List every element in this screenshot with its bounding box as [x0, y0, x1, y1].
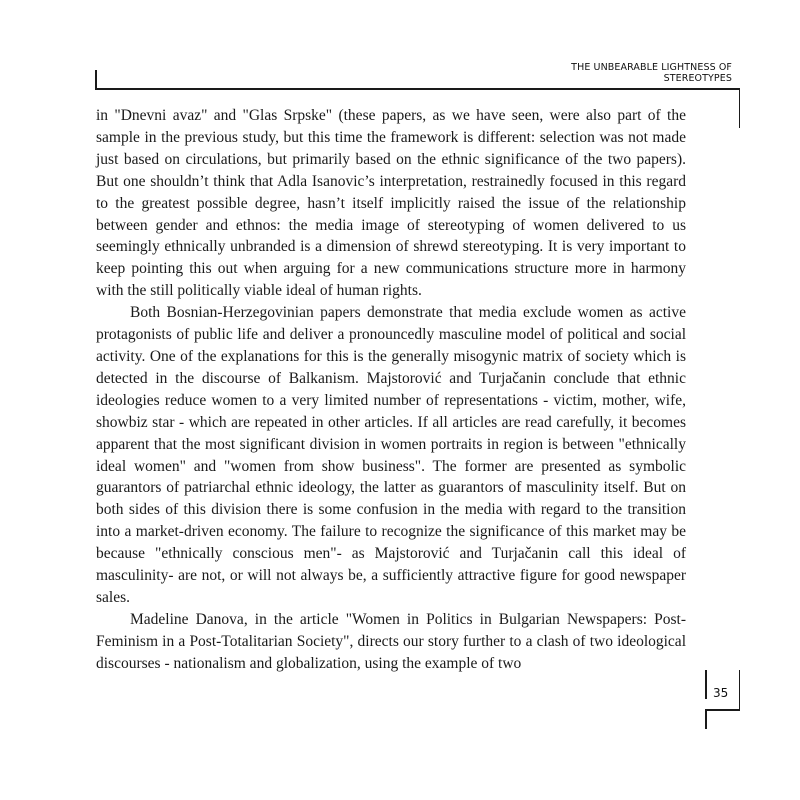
header-left-tick: [95, 70, 97, 89]
header-right-tick: [739, 88, 741, 128]
running-head-line-1: THE UNBEARABLE LIGHTNESS OF: [571, 62, 732, 73]
paragraph-3: Madeline Danova, in the article "Women in Politics in Bulgarian Newspapers: Post-Feminism in a Post-Totalitarian Society", directs our story further to a clash of two ideological discourses - nationalism and globalization, using the example of two: [96, 610, 686, 672]
page-number-left-rule: [705, 670, 707, 699]
page-number-tail: [705, 709, 707, 729]
header-rule: [95, 88, 740, 90]
page-number: 35: [713, 686, 729, 700]
paragraph-1: in "Dnevni avaz" and "Glas Srpske" (these papers, as we have seen, were also part of the sample in the previous study, but this time the framework is different: selection was not made just based on circulations, but primarily based on the ethnic significance of the two papers). But one shouldn’t think that Adla Isanovic’s interpretation, restrainedly focused in this regard to the greatest possible degree, hasn’t itself implicitly raised the issue of the relationship between gender and ethnos: the media image of stereotyping of women delivered to us seemingly ethnically unbranded is a dimension of shrewd stereotyping. It is very important to keep pointing this out when arguing for a new communications structure more in harmony with the still politically viable ideal of human rights.: [96, 107, 686, 300]
running-head-line-2: STEREOTYPES: [663, 73, 732, 84]
page-number-bottom-rule: [705, 709, 740, 711]
running-head: [432, 62, 732, 84]
body-text: [96, 105, 686, 675]
page-number-right-rule: [739, 670, 741, 710]
paragraph-2: Both Bosnian-Herzegovinian papers demonstrate that media exclude women as active protagonists of public life and deliver a pronouncedly masculine model of political and social activity. One of the explanations for this is the generally misogynic matrix of society which is detected in the discourse of Balkanism. Majstorović and Turjačanin conclude that ethnic ideologies reduce women to a very limited number of representations - victim, mother, wife, showbiz star - which are repeated in other articles. If all articles are read carefully, it becomes apparent that the most significant division in women portraits in region is between "ethnically ideal women" and "women from show business". The former are presented as symbolic guarantors of patriarchal ethnic ideology, the latter as guarantors of masculinity itself. But on both sides of this division there is some confusion in the media with regard to the transition into a market-driven economy. The failure to recognize the significance of this market may be because "ethnically conscious men"- as Majstorović and Turjačanin call this ideal of masculinity- are not, or will not always be, a sufficiently attractive figure for good newspaper sales.: [96, 304, 686, 606]
